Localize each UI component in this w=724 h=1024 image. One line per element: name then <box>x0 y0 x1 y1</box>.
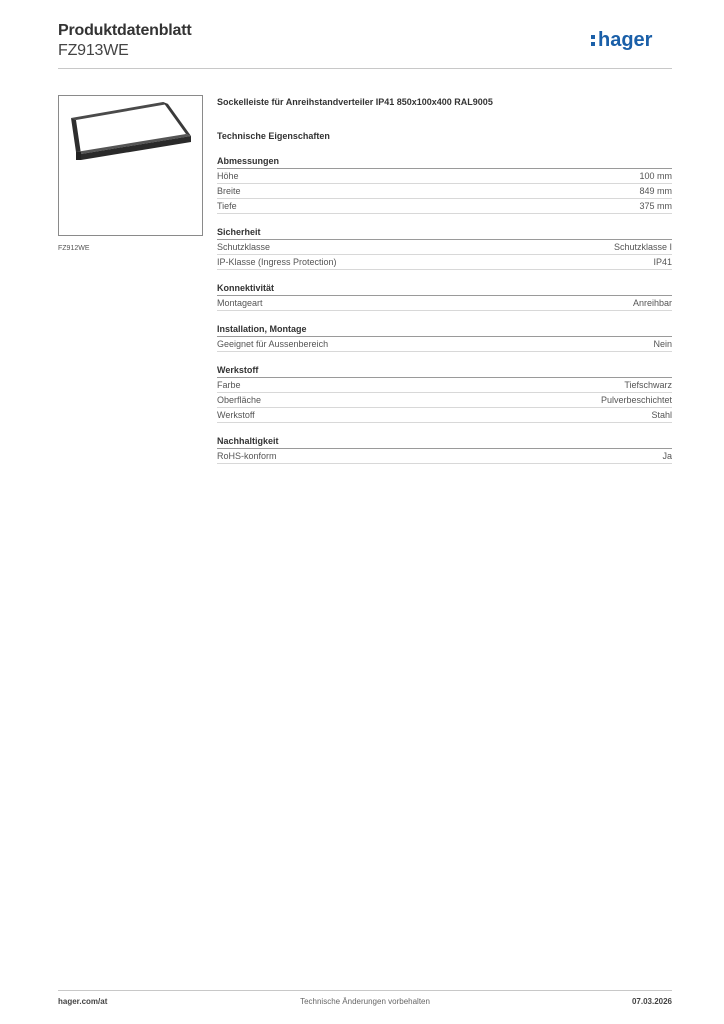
table-row <box>217 169 672 184</box>
footer-website-link[interactable]: hager.com/at <box>58 997 108 1006</box>
row-value: Pulverbeschichtet <box>600 395 672 405</box>
row-value: Tiefschwarz <box>624 380 672 390</box>
product-description: Sockelleiste für Anreihstandverteiler IP41 850x100x400 RAL9005 <box>217 97 493 107</box>
section-title: Werkstoff <box>217 364 672 378</box>
svg-text:hager: hager <box>598 29 653 51</box>
section-installation <box>217 323 672 352</box>
row-value: 100 mm <box>639 171 672 181</box>
header-divider <box>58 68 672 69</box>
table-row <box>217 378 672 393</box>
row-value: Stahl <box>651 410 672 420</box>
section-title: Abmessungen <box>217 155 672 169</box>
tech-properties-heading: Technische Eigenschaften <box>217 131 330 141</box>
base-frame-icon <box>59 96 202 235</box>
row-value: IP41 <box>653 257 672 267</box>
row-label: Höhe <box>217 171 239 181</box>
row-value: 375 mm <box>639 201 672 211</box>
table-row <box>217 199 672 214</box>
product-details <box>217 95 672 464</box>
row-label: Montageart <box>217 298 263 308</box>
row-label: IP-Klasse (Ingress Protection) <box>217 257 337 267</box>
section-safety <box>217 226 672 270</box>
section-connectivity <box>217 282 672 311</box>
image-caption: FZ912WE <box>58 245 90 252</box>
document-title: Produktdatenblatt <box>58 22 192 39</box>
table-row <box>217 255 672 270</box>
row-label: Geeignet für Aussenbereich <box>217 339 329 349</box>
table-row <box>217 184 672 199</box>
document-header <box>58 21 192 61</box>
section-title: Konnektivität <box>217 282 672 296</box>
row-label: Breite <box>217 186 241 196</box>
row-label: RoHS-konform <box>217 451 277 461</box>
row-label: Tiefe <box>217 201 237 211</box>
product-code: FZ913WE <box>58 42 129 59</box>
section-title: Nachhaltigkeit <box>217 435 672 449</box>
row-value: Anreihbar <box>632 298 672 308</box>
row-value: 849 mm <box>639 186 672 196</box>
table-row <box>217 449 672 464</box>
row-label: Schutzklasse <box>217 242 271 252</box>
table-row <box>217 337 672 352</box>
row-label: Werkstoff <box>217 410 255 420</box>
row-label: Oberfläche <box>217 395 262 405</box>
footer-date: 07.03.2026 <box>631 997 672 1006</box>
row-value: Ja <box>662 451 672 461</box>
row-value: Nein <box>653 339 672 349</box>
hager-logo <box>590 25 672 57</box>
section-title: Sicherheit <box>217 226 672 240</box>
section-sustainability <box>217 435 672 464</box>
section-material <box>217 364 672 423</box>
row-value: Schutzklasse I <box>613 242 672 252</box>
product-image <box>58 95 203 236</box>
table-row <box>217 296 672 311</box>
hager-logo-icon <box>590 25 672 57</box>
section-title: Installation, Montage <box>217 323 672 337</box>
footer-divider <box>58 990 672 991</box>
table-row <box>217 408 672 423</box>
footer-note: Technische Änderungen vorbehalten <box>300 997 430 1006</box>
section-dimensions <box>217 155 672 214</box>
row-label: Farbe <box>217 380 241 390</box>
table-row <box>217 240 672 255</box>
table-row <box>217 393 672 408</box>
